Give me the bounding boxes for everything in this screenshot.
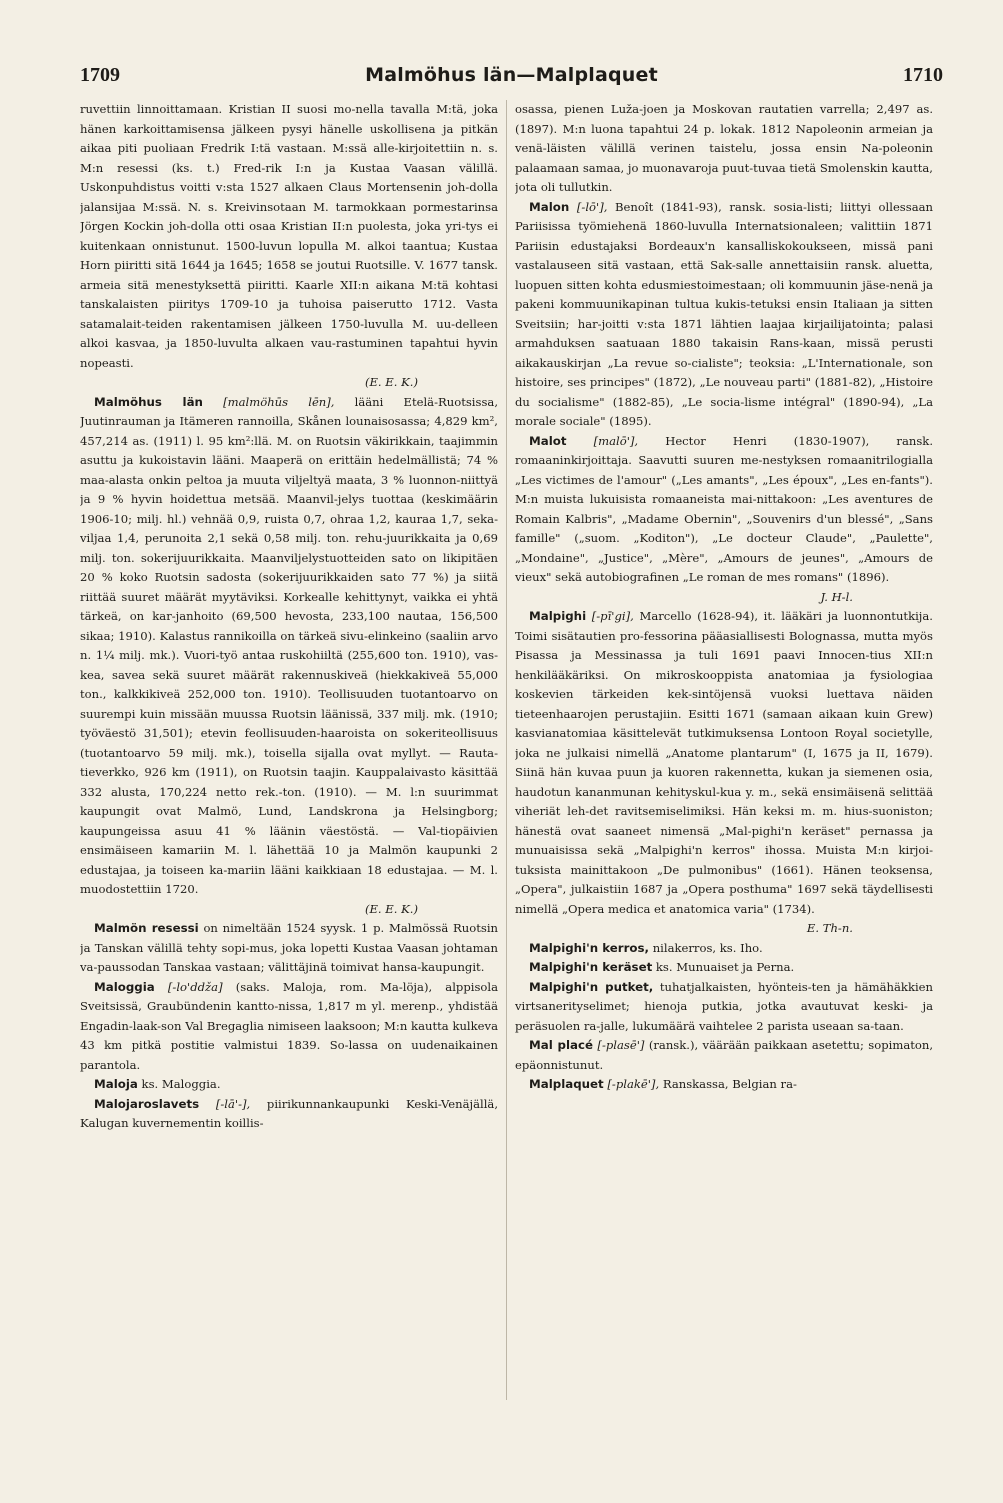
entry-headword: Malpighi'n putket, [529,979,654,994]
entry-text: tuhatjalkaisten, hyönteis-ten ja hämähäkkien virtsanerityselimet; hienoja putkia, jotka avautuvat keski- ja peräsuolen ra-jalle, lukumäärä vaihtelee 2 parista useaan sa-taan. [515,979,933,1033]
entry-text: (ransk.), väärään paikkaan asetettu; sopimaton, epäonnistunut. [515,1038,933,1072]
running-title: Malmöhus län—Malplaquet [365,64,658,86]
right-page-number: 1710 [903,63,943,86]
entry-text: ruvettiin linnoittamaan. Kristian II suosi mo-nella tavalla M:tä, joka hänen karkoittamisensa jälkeen pysyi hänelle uskollisena ja pitkän aikaa piti puoliaan Fredrik I:tä vastaan. M:ssä alle-kirjoitettiin n. s. M:n resessi (ks. t.) Fred-rik I:n ja Kustaa Vaasan välillä. Uskonpuhdistus voitti v:sta 1527 alkaen Claus Mortensenin joh-dolla jalansijaa M:ssä. N. s. Kreivinsotaan M. tarmokkaan pormestarinsa Jörgen Kockin joh-dolla otti osaa Kristian II:n puolesta, joka yri-tys ei kuitenkaan onnistunut. 1500-luvun lopulla M. alkoi taantua; Kustaa Horn piiritti sitä 1644 ja 1645; 1658 se joutui Ruotsille. V. 1677 tansk. armeia sitä menestyksettä piiritti. Kaarle XII:n aikana M:tä kohtasi tanskalaisten piiritys 1709-10 ja tuhoisa paiserutto 1712. Vasta satamalait-teiden rakentamisen jälkeen 1750-luvulla M. uu-delleen alkoi kasvaa, ja 1850-luvulta alkaen vau-rastuminen tapahtui hyvin nopeasti. [80,102,498,370]
dictionary-entry [515,607,933,939]
left-column [80,100,498,1400]
entry-text: Ranskassa, Belgian ra- [662,1077,797,1091]
dictionary-entry [80,978,498,1076]
dictionary-entry [515,978,933,1037]
entry-text: (saks. Maloja, rom. Ma-löja), alppisola Sveitsissä, Graubündenin kantto-nissa, 1,817 m yl. merenp., yhdistää Engadin-laak-son Val Bregaglia nimiseen laaksoon; M:n kautta kulkeva 43 km pitkä postitie valmistui 1839. So-lassa on uudenaikainen parantola. [80,979,498,1072]
left-page-number: 1709 [80,63,120,86]
dictionary-entry [80,1095,498,1134]
entry-pronunciation: [-plasē'] [597,1038,645,1052]
dictionary-entry [515,198,933,432]
page-header [80,60,943,90]
entry-headword: Maloggia [94,979,155,994]
author-signature: (E. E. K.) [364,901,418,916]
dictionary-entry [80,393,498,920]
entry-headword: Malpighi [529,609,587,623]
entry-text: Marcello (1628-94), it. lääkäri ja luonnontutkija. Toimi sisätautien pro-fessorina pääasiallisesti Bolognassa, mutta myös Pisassa ja Messinassa ja tuli 1691 paavi Innocen-tius XII:n henkilääkäriksi. On mikroskooppista anatomiaa ja fysiologiaa koskevien tärkeiden kek-sintöjensä vuoksi luettava näiden tieteenhaarojen perustajiin. Esitti 1671 (samaan aikaan kuin Grew) kasvianatomiaa käsittelevät tutkimuksensa Lontoon Royal societylle, joka ne julkaisi nimellä „Anatome plantarum" (I, 1675 ja II, 1679). Siinä hän kuvaa puun ja kuoren rakennetta, kukan ja siemenen osia, haudotun kananmunan kehityskul-kua y. m., sekä ensimäisenä selittää viheriät leh-det ravitsemiselimiksi. Hän keksi m. m. hius-suoniston; hänestä ovat saaneet nimensä „Mal-pighi'n keräset" pernassa ja munuaisissa sekä „Malpighi'n kerros" ihossa. Muista M:n kirjoi-tuksista mainittakoon „De pulmonibus" (1661). Hänen teoksensa, „Opera", julkaistiin 1687 ja „Opera posthuma" 1697 sekä täydellisesti nimellä „Opera medica et anatomica varia" (1734). [515,609,933,916]
entry-headword: Malpighi'n kerros, [529,940,650,955]
entry-headword: Malojaroslavets [94,1096,200,1111]
right-column [515,100,933,1400]
dictionary-entry [80,100,498,393]
dictionary-entry [80,919,498,978]
entry-headword: Maloja [94,1077,138,1091]
author-signature: (E. E. K.) [364,375,418,389]
author-signature: E. Th-n. [806,921,853,935]
entry-text: piirikunnankaupunki Keski-Venäjällä, Kalugan kuvernementin koillis- [80,1096,498,1130]
entry-headword: Malon [529,199,570,214]
entry-headword: Malpighi'n keräset [529,960,653,974]
entry-pronunciation: [-lo'ddža] [167,979,223,994]
entry-text: on nimeltään 1524 syysk. 1 p. Malmössä Ruotsin ja Tanskan välillä tehty sopi-mus, joka lopetti Kustaa Vaasan johtaman va-paussodan Tanskaa vastaan; välittäjinä toimivat hansa-kaupungit. [80,921,498,974]
entry-pronunciation: [-lā'-], [215,1096,251,1111]
dictionary-entry [515,432,933,608]
entry-pronunciation: [-pī'gi], [591,609,634,623]
entry-headword: Malmöhus län [94,394,203,409]
entry-headword: Mal placé [529,1038,594,1052]
entry-headword: Malplaquet [529,1077,604,1091]
column-divider [506,100,507,1400]
dictionary-entry [515,958,933,978]
entry-pronunciation: [malō'], [593,433,639,448]
entry-text: ks. Maloggia. [141,1077,221,1091]
entry-headword: Malot [529,433,567,448]
dictionary-entry [515,100,933,198]
entry-text: nilakerros, ks. Iho. [652,940,763,955]
dictionary-entry [80,1075,498,1095]
entry-pronunciation: [-lō'], [576,199,608,214]
entry-text: Benoît (1841-93), ransk. sosia-listi; liittyi ollessaan Pariisissa työmiehenä 1860-luvulla Internatsionaleen; valittiin 1871 Pariisin edustajaksi Bordeaux'n kansalliskokoukseen, missä pani vastalauseen sitä vastaan, että Sak-salle annettaisiin ransk. aluetta, luopuen sitten kohta edusmiestoimestaan; oli kommuunin jäse-nenä ja pakeni kommuunikapinan tultua kukis-tetuksi ensin Italiaan ja sitten Sveitsiin; har-joitti v:sta 1871 lähtien laajaa kirjailijatointa; palasi armahduksen saatuaan 1880 takaisin Rans-kaan, missä perusti aikakauskirjan „La revue so-cialiste"; teoksia: „L'Internationale, son histoire, ses principes" (1872), „Le nouveau parti" (1881-82), „Histoire du socialisme" (1882-85), „Le socia-lisme intégral" (1890-94), „La morale sociale" (1895). [515,199,933,428]
dictionary-entry [515,939,933,959]
entry-pronunciation: [malmöhūs lēn], [223,394,335,409]
entry-text: lääni Etelä-Ruotsissa, Juutinrauman ja Itämeren rannoilla, Skånen lounaisosassa; 4,829 km², 457,214 as. (1911) l. 95 km²:llä. M. on Ruotsin väkirikkain, taajimmin asuttu ja kukoistavin lääni. Maaperä on erittäin hedelmällistä; 74 % maa-alasta onkin peltoa ja muuta viljeltyä maata, 3 % luonnon-niittyä ja 9 % hyvin hoidettua metsää. Maanvil-jelys tuottaa (keskimäärin 1906-10; milj. hl.) vehnää 0,9, ruista 0,7, ohraa 1,2, kauraa 1,7, seka-viljaa 1,4, perunoita 2,1 sekä 0,58 milj. ton. rehu-juurikkaita ja 0,69 milj. ton. sokerijuurikkaita. Maanviljelystuotteiden sato on likipitäen 20 % koko Ruotsin sadosta (sokerijuurikkaiden sato 77 %) ja siitä riittää suuret määrät myytäviksi. Korkealle kehittynyt, vaikka ei yhtä tärkeä, on kar-janhoito (69,500 hevosta, 233,100 nautaa, 156,500 sikaa; 1910). Kalastus rannikoilla on tärkeä sivu-elinkeino (saaliin arvo n. 1¼ milj. mk.). Vuori-työ antaa ruskohiiltä (255,600 ton. 1910), vas-kea, savea sekä suuret määrät rakennuskiveä (hiekkakiveä 55,000 ton., kalkkikiveä 252,000 ton. 1910). Teollisuuden tuotantoarvo on suurempi kuin missään muussa Ruotsin läänissä, 337 milj. mk. (1910; työväestö 31,501); etevin feollisuuden-haaroista on sokeriteollisuus (tuotantoarvo 59 milj. mk.), toisella sijalla ovat myllyt. — Rauta-tieverkko, 926 km (1911), on Ruotsin taajin. Kauppalaivasto käsittää 332 alusta, 170,224 netto rek.-ton. (1910). — M. l:n suurimmat kaupungit ovat Malmö, Lund, Landskrona ja Helsingborg; kaupungeissa asuu 41 % läänin väestöstä. — Val-tiopäivien ensimäiseen kamariin M. l. lähettää 10 ja Malmön kaupunki 2 edustajaa, ja toiseen ka-mariin lääni kaikkiaan 18 edustajaa. — M. l. muodostettiin 1720. [80,394,498,896]
entry-text: Hector Henri (1830-1907), ransk. romaaninkirjoittaja. Saavutti suuren me-nestyksen romaanitrilogialla „Les victimes de l'amour" („Les amants", „Les époux", „Les en-fants"). M:n muista lukuisista romaaneista mai-nittakoon: „Les aventures de Romain Kalbris", „Madame Obernin", „Souvenirs d'un blessé", „Sans famille" („suom. „Koditon"), „Le docteur Claude", „Paulette", „Mondaine", „Justice", „Mère", „Amours de jeunes", „Amours de vieux" sekä autobiografinen „Le roman de mes romans" (1896). [515,433,933,584]
dictionary-entry [515,1036,933,1075]
author-signature: J. H-l. [820,589,853,604]
entry-pronunciation: [-plakē'], [607,1077,660,1091]
entry-headword: Malmön resessi [94,921,199,935]
entry-text: osassa, pienen Luža-joen ja Moskovan rautatien varrella; 2,497 as. (1897). M:n luona tapahtui 24 p. lokak. 1812 Napoleonin armeian ja venä-läisten välillä verinen taistelu, jossa ensin Na-poleonin palaamaan samaa, jo muonavaroja puut-tuvaa tietä Smolenskin kautta, jota oli tullutkin. [515,102,933,194]
dictionary-entry [515,1075,933,1095]
entry-text: ks. Munuaiset ja Perna. [655,960,795,974]
